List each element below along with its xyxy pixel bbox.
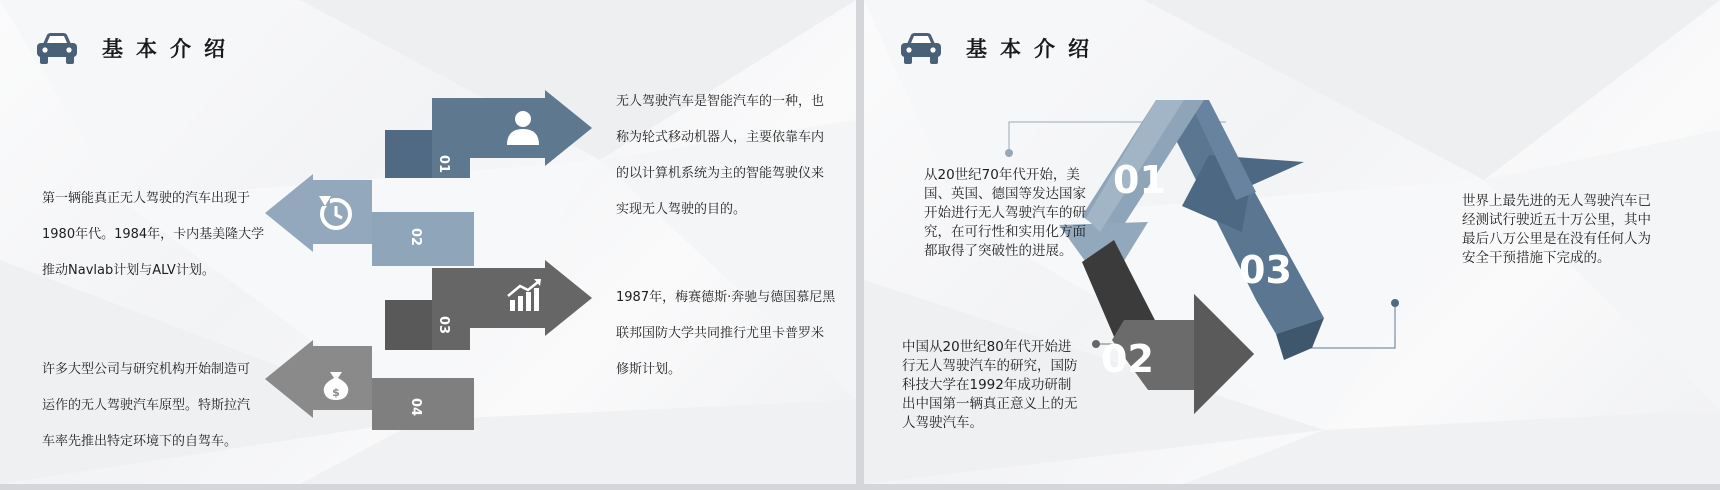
text-cycle-01: 从20世纪70年代开始，美 国、英国、德国等发达国家 开始进行无人驾驶汽车的研 究，在可行性和实用化方面 都取得了突破性的进展。 — [924, 167, 1086, 259]
text-left-bottom: 许多大型公司与研究机构开始制造可 运作的无人驾驶汽车原型。特斯拉汽 车率先推出特定环境下的自驾车。 — [42, 362, 251, 449]
cycle-number-01: 01 — [1113, 158, 1166, 202]
slide-right — [864, 0, 1720, 484]
text-top-right: 无人驾驶汽车是智能汽车的一种，也 称为轮式移动机器人，主要依靠车内 的以计算机系统为主的智能驾驶仪来 实现无人驾驶的目的。 — [616, 94, 825, 217]
text-left-top: 第一辆能真正无人驾驶的汽车出现于 1980年代。1984年，卡内基美隆大学 推动Navlab计划与ALV计划。 — [42, 191, 265, 278]
text-bottom-right: 1987年，梅赛德斯·奔驰与德国慕尼黑 联邦国防大学共同推行尤里卡普罗米 修斯计划。 — [616, 290, 836, 377]
text-cycle-02: 中国从20世纪80年代开始进 行无人驾驶汽车的研究，国防 科技大学在1992年成功研制 出中国第一辆真正意义上的无 人驾驶汽车。 — [902, 339, 1078, 431]
slide-left — [0, 0, 856, 484]
arrow-02-number: 02 — [408, 228, 423, 247]
cycle-segment-02 — [1082, 240, 1254, 414]
arrow-04-number: 04 — [408, 398, 423, 417]
arrow-03-number: 03 — [436, 316, 451, 335]
arrow-01-number: 01 — [436, 155, 451, 174]
text-cycle-03: 世界上最先进的无人驾驶汽车已 经测试行驶近五十万公里，其中 最后八万公里是在没有任何人为 安全干预措施下完成的。 — [1462, 193, 1651, 266]
arrow-04 — [265, 340, 474, 430]
arrow-03 — [385, 260, 592, 350]
page-title: 基本介绍 — [966, 37, 1102, 61]
cycle-number-02: 02 — [1101, 337, 1154, 381]
cycle-number-03: 03 — [1239, 248, 1292, 292]
svg-text:$: $ — [332, 386, 340, 399]
arrow-02 — [265, 174, 474, 266]
arrow-01 — [385, 90, 592, 178]
page-title: 基本介绍 — [102, 37, 238, 61]
